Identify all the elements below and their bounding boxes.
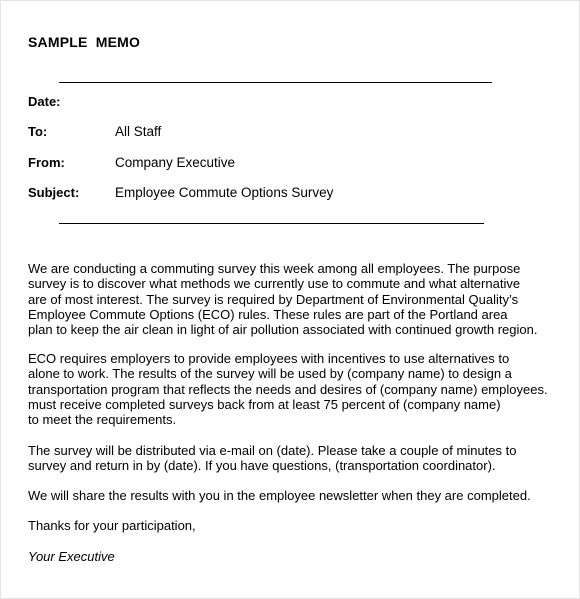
paragraph-line: We are conducting a commuting survey this week among all employees. The purpose — [28, 261, 521, 276]
to-value: All Staff — [115, 124, 162, 139]
paragraph-purpose — [28, 261, 568, 337]
from-value: Company Executive — [115, 155, 236, 170]
top-divider — [59, 82, 492, 83]
paragraph-eco — [28, 351, 568, 427]
paragraph-line: ECO requires employers to provide employees with incentives to use alternatives to — [28, 351, 510, 366]
paragraph-line: to meet the requirements. — [28, 412, 177, 428]
bottom-divider — [59, 223, 484, 224]
paragraph-line: The survey will be distributed via e-mail on (date). Please take a couple of minutes to — [28, 443, 517, 458]
from-label: From: — [28, 155, 65, 170]
paragraph-line: are of most interest. The survey is required by Department of Environmental Quality’s — [28, 291, 519, 307]
subject-value: Employee Commute Options Survey — [115, 185, 334, 200]
paragraph-line: survey is to discover what methods we currently use to commute and what alternative — [28, 276, 521, 292]
to-label: To: — [28, 124, 48, 139]
date-label: Date: — [28, 94, 61, 109]
paragraph-line: must receive completed surveys back from at least 75 percent of (company name) — [28, 396, 501, 412]
paragraph-line: We will share the results with you in the employee newsletter when they are completed. — [28, 488, 531, 503]
paragraph-results — [28, 488, 568, 503]
paragraph-line: survey and return in by (date). If you have questions, (transportation coordinator). — [28, 458, 496, 474]
paragraph-line: alone to work. The results of the survey will be used by (company name) to design a — [28, 366, 512, 382]
paragraph-line: plan to keep the air clean in light of air pollution associated with continued growth region. — [28, 322, 538, 338]
subject-label: Subject: — [28, 185, 80, 200]
paragraph-distribution — [28, 443, 568, 474]
signature: Your Executive — [28, 549, 115, 564]
memo-title: SAMPLE MEMO — [28, 34, 141, 50]
paragraph-line: transportation program that reflects the needs and desires of (company name) employees. — [28, 381, 548, 397]
closing-line: Thanks for your participation, — [28, 518, 196, 533]
paragraph-line: Employee Commute Options (ECO) rules. These rules are part of the Portland area — [28, 306, 508, 322]
